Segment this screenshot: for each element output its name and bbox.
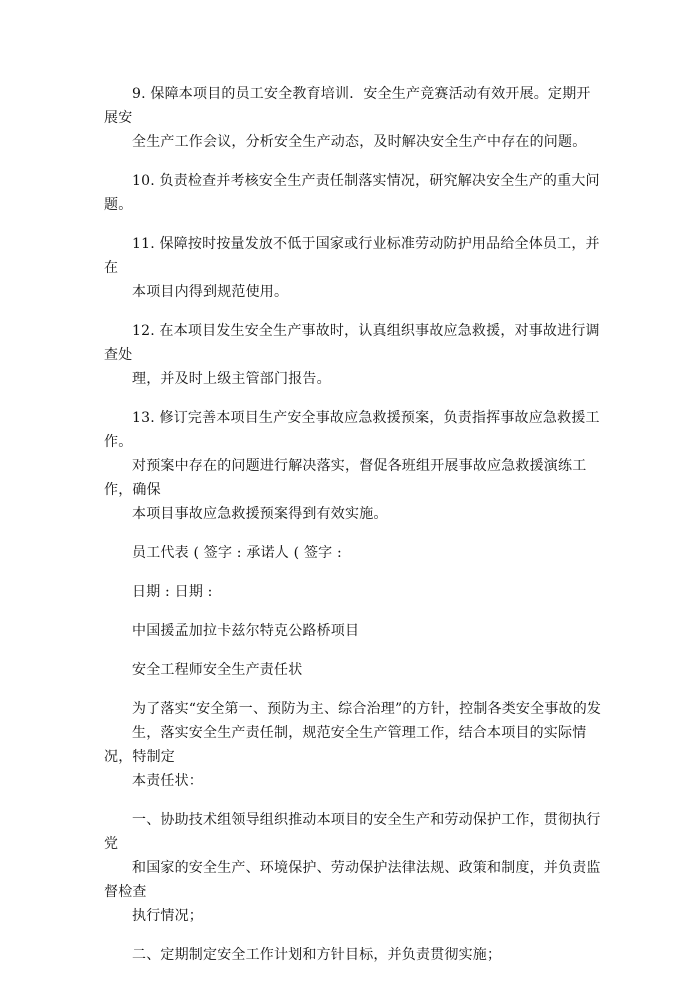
intro-paragraph (104, 697, 604, 793)
paragraph-item-11 (104, 232, 604, 304)
text-line: 12. 在本项目发生安全生产事故时，认真组织事故应急救援，对事故进行调查处 (104, 323, 600, 363)
paragraph-item-10 (104, 169, 604, 217)
text-line: 9. 保障本项目的员工安全教育培训．安全生产竞赛活动有效开展。定期开展安 (104, 86, 591, 126)
date-line (104, 580, 604, 604)
text-line: 理，并及时上级主管部门报告。 (132, 371, 331, 387)
text-line: 全生产工作会议，分析安全生产动态，及时解决安全生产中存在的问题。 (132, 134, 587, 150)
paragraph-item-13 (104, 406, 604, 526)
text-line: 一、协助技术组领导组织推动本项目的安全生产和劳动保护工作，贯彻执行党 (104, 812, 601, 852)
clause-2-paragraph (104, 943, 604, 967)
text-line: 本项目事故应急救援预案得到有效实施。 (132, 506, 388, 522)
text-line: 13. 修订完善本项目生产安全事故应急救援预案，负责指挥事故应急救援工作。 (104, 410, 600, 450)
signature-line (104, 541, 604, 565)
text-line: 执行情况； (132, 908, 203, 924)
text-line: 11. 保障按时按量发放不低于国家或行业标准劳动防护用品给全体员工，并在 (104, 236, 600, 276)
paragraph-item-12 (104, 319, 604, 391)
text-line: 日期 : 日期 : (132, 584, 213, 600)
document-body (104, 82, 604, 982)
text-line: 10. 负责检查并考核安全生产责任制落实情况，研究解决安全生产的重大问题。 (104, 173, 600, 213)
text-line: 对预案中存在的问题进行解决落实，督促各班组开展事故应急救援演练工作，确保 (104, 458, 587, 498)
text-line: 二、定期制定安全工作计划和方针目标，并负责贯彻实施； (132, 947, 502, 963)
text-line: 为了落实“安全第一、预防为主、综合治理”的方针，控制各类安全事故的发 (132, 701, 602, 717)
text-line: 员工代表 ( 签字 : 承诺人 ( 签字 : (132, 545, 342, 561)
text-line: 安全工程师安全生产责任状 (132, 662, 303, 678)
text-line: 和国家的安全生产、环境保护、劳动保护法律法规、政策和制度，并负责监督检查 (104, 860, 601, 900)
text-line: 中国援孟加拉卡兹尔特克公路桥项目 (132, 623, 360, 639)
text-line: 本项目内得到规范使用。 (132, 284, 289, 300)
text-line: 本责任状： (132, 773, 203, 789)
text-line: 生，落实安全生产责任制，规范安全生产管理工作，结合本项目的实际情况，特制定 (104, 725, 587, 765)
paragraph-item-9 (104, 82, 604, 154)
clause-1-paragraph (104, 808, 604, 928)
document-title (104, 658, 604, 682)
project-name (104, 619, 604, 643)
